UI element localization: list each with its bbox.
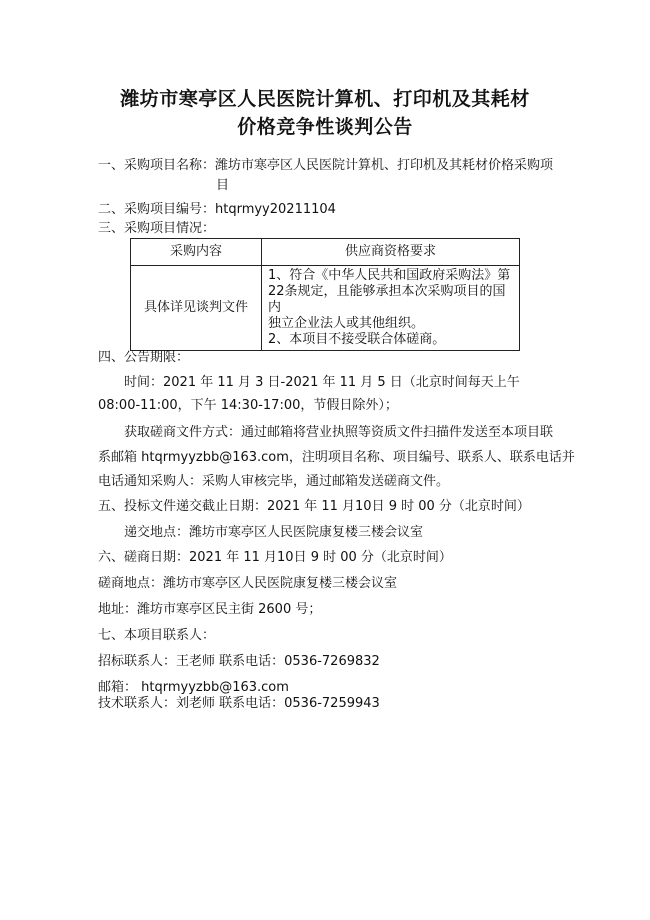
- section-6-place: 磋商地点：潍坊市寒亭区人民医院康复楼三楼会议室: [98, 576, 398, 591]
- qualification-line-1: 1、符合《中华人民共和国政府采购法》第: [268, 268, 511, 283]
- section-7: 七、本项目联系人：: [98, 628, 216, 643]
- table-header-row: [131, 239, 520, 266]
- section-4-time-line-2: 08:00-11:00，下午 14:30-17:00，节假日除外）；: [98, 398, 398, 413]
- qualification-line-3: 独立企业法人或其他组织。: [268, 316, 425, 331]
- address-line: 地址：潍坊市寒亭区民主街 2600 号；: [98, 602, 322, 617]
- qualification-line-2: 22条规定，且能够承担本次采购项目的国内: [268, 284, 506, 315]
- procurement-table: [130, 238, 520, 351]
- section-2: 二、采购项目编号：htqrmyy20211104: [98, 202, 336, 217]
- bid-contact-line: 招标联系人：王老师 联系电话：0536-7269832: [98, 654, 380, 669]
- table-row: [131, 266, 520, 351]
- section-4-time-line-1: 时间：2021 年 11 月 3 日-2021 年 11 月 5 日（北京时间每天上午: [124, 375, 520, 390]
- section-3: 三、采购项目情况：: [98, 221, 216, 236]
- table-cell-content: 具体详见谈判文件: [131, 266, 262, 351]
- section-5-place: 递交地点：潍坊市寒亭区人民医院康复楼三楼会议室: [124, 525, 424, 540]
- section-6: 六、磋商日期：2021 年 11 月10日 9 时 00 分（北京时间）: [98, 550, 452, 565]
- table-header-content: 采购内容: [131, 239, 262, 266]
- qualification-line-4: 2、本项目不接受联合体磋商。: [268, 332, 446, 347]
- section-4-method-line-1: 获取磋商文件方式：通过邮箱将营业执照等资质文件扫描件发送至本项目联: [124, 425, 554, 440]
- section-1-line-1: 一、采购项目名称：潍坊市寒亭区人民医院计算机、打印机及其耗材价格采购项: [98, 158, 554, 173]
- email-line: 邮箱： htqrmyyzbb@163.com: [98, 680, 289, 695]
- section-4: 四、公告期限：: [98, 350, 190, 365]
- section-1-line-2: 目: [216, 178, 230, 193]
- section-4-method-line-3: 电话通知采购人：采购人审核完毕，通过邮箱发送磋商文件。: [98, 474, 450, 489]
- title-line-1: 潍坊市寒亭区人民医院计算机、打印机及其耗材: [120, 88, 530, 110]
- section-4-method-line-2: 系邮箱 htqrmyyzbb@163.com，注明项目名称、项目编号、联系人、联系电话并: [98, 450, 575, 465]
- title-line-2: 价格竞争性谈判公告: [237, 116, 413, 138]
- table-cell-qualification: [262, 266, 520, 351]
- section-5: 五、投标文件递交截止日期：2021 年 11 月10日 9 时 00 分（北京时间）: [98, 499, 530, 514]
- table-header-qualification: 供应商资格要求: [262, 239, 520, 266]
- tech-contact-line: 技术联系人：刘老师 联系电话：0536-7259943: [98, 696, 380, 711]
